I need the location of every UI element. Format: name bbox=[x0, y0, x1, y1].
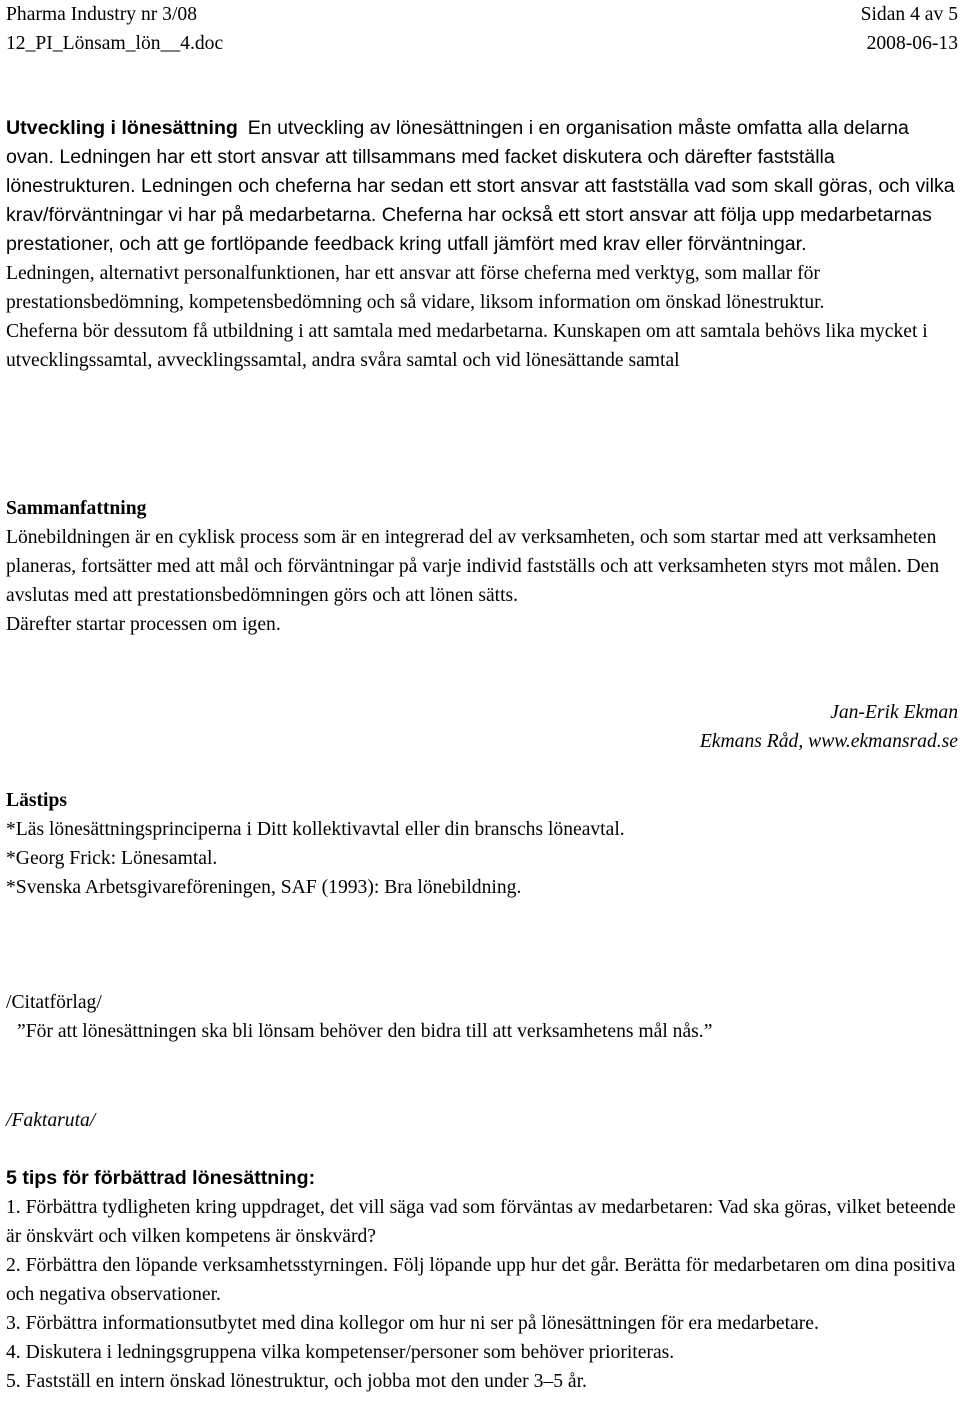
fact-box-tip: 1. Förbättra tydligheten kring uppdraget, det vill säga vad som förväntas av medarbetaren: Vad ska göras, vilket beteende är önskvärt och vilken kompetens är önskvärd? bbox=[6, 1197, 956, 1247]
page-header-row-2 bbox=[6, 29, 958, 58]
section-utveckling bbox=[6, 114, 958, 375]
section-paragraph-2: Ledningen, alternativt personalfunktionen, har ett ansvar att förse cheferna med verktyg, som mallar för prestationsbedömning, kompetensbedömning och så vidare, liksom information om önskad lönestruktur. bbox=[6, 263, 825, 313]
reading-tips-section bbox=[6, 786, 958, 902]
section-heading: Utveckling i lönesättning bbox=[6, 117, 238, 139]
summary-heading: Sammanfattning bbox=[6, 498, 147, 519]
reading-tip-item: *Svenska Arbetsgivareföreningen, SAF (1993): Bra lönebildning. bbox=[6, 877, 522, 898]
page-number: Sidan 4 av 5 bbox=[860, 4, 958, 25]
fact-box-tip: 5. Fastställ en intern önskad lönestruktur, och jobba mot den under 3–5 år. bbox=[6, 1371, 587, 1392]
page-header-row-1 bbox=[6, 0, 958, 29]
signature-company: Ekmans Råd, www.ekmansrad.se bbox=[699, 731, 958, 752]
reading-tip-item: *Läs lönesättningsprinciperna i Ditt kollektivavtal eller din branschs löneavtal. bbox=[6, 819, 625, 840]
fact-box-tip: 3. Förbättra informationsutbytet med dina kollegor om hur ni ser på lönesättningen för era medarbetare. bbox=[6, 1313, 819, 1334]
summary-paragraph-2: Därefter startar processen om igen. bbox=[6, 614, 281, 635]
publication-title: Pharma Industry nr 3/08 bbox=[6, 4, 198, 25]
signature-block bbox=[6, 698, 958, 756]
fact-box-label: /Faktaruta/ bbox=[6, 1110, 96, 1131]
section-intro-text: En utveckling av lönesättningen i en organisation måste omfatta alla delarna ovan. Ledningen har ett stort ansvar att tillsammans med facket diskutera och därefter fastställa lönestrukturen. Ledningen och cheferna har sedan ett stort ansvar att fastställa vad som skall göras, och vilka krav/förväntningar vi har på medarbetarna. Cheferna har också ett stort ansvar att följa upp medarbetarnas prestationer, och att ge fortlöpande feedback kring utfall jämfört med krav eller förväntningar. bbox=[6, 117, 955, 255]
quote-section bbox=[6, 988, 958, 1046]
fact-box-tip: 2. Förbättra den löpande verksamhetsstyrningen. Följ löpande upp hur det går. Berätta för medarbetaren om dina positiva och negativa observationer. bbox=[6, 1255, 956, 1305]
fact-box-tip: 4. Diskutera i ledningsgruppena vilka kompetenser/personer som behöver prioriteras. bbox=[6, 1342, 675, 1363]
section-summary bbox=[6, 494, 958, 639]
section-paragraph-3: Cheferna bör dessutom få utbildning i att samtala med medarbetarna. Kunskapen om att samtala behövs lika mycket i utvecklingssamtal, avvecklingssamtal, andra svåra samtal och vid lönesättande samtal bbox=[6, 321, 928, 371]
document-date: 2008-06-13 bbox=[866, 33, 958, 54]
fact-box-section bbox=[6, 1106, 958, 1396]
section-paragraph bbox=[6, 114, 958, 259]
quote-label: /Citatförlag/ bbox=[6, 992, 102, 1013]
reading-tips-heading: Lästips bbox=[6, 790, 67, 811]
reading-tip-item: *Georg Frick: Lönesamtal. bbox=[6, 848, 218, 869]
summary-paragraph-1: Lönebildningen är en cyklisk process som är en integrerad del av verksamheten, och som startar med att verksamheten planeras, fortsätter med att mål och förväntningar på varje individ fastställs och att verksamheten styrs mot målen. Den avslutas med att prestationsbedömningen görs och att lönen sätts. bbox=[6, 527, 940, 606]
document-filename: 12_PI_Lönsam_lön__4.doc bbox=[6, 33, 224, 54]
signature-author: Jan-Erik Ekman bbox=[830, 702, 958, 723]
quote-text: ”För att lönesättningen ska bli lönsam behöver den bidra till att verksamhetens mål nås.” bbox=[17, 1021, 713, 1042]
fact-box-heading: 5 tips för förbättrad lönesättning: bbox=[6, 1167, 316, 1189]
